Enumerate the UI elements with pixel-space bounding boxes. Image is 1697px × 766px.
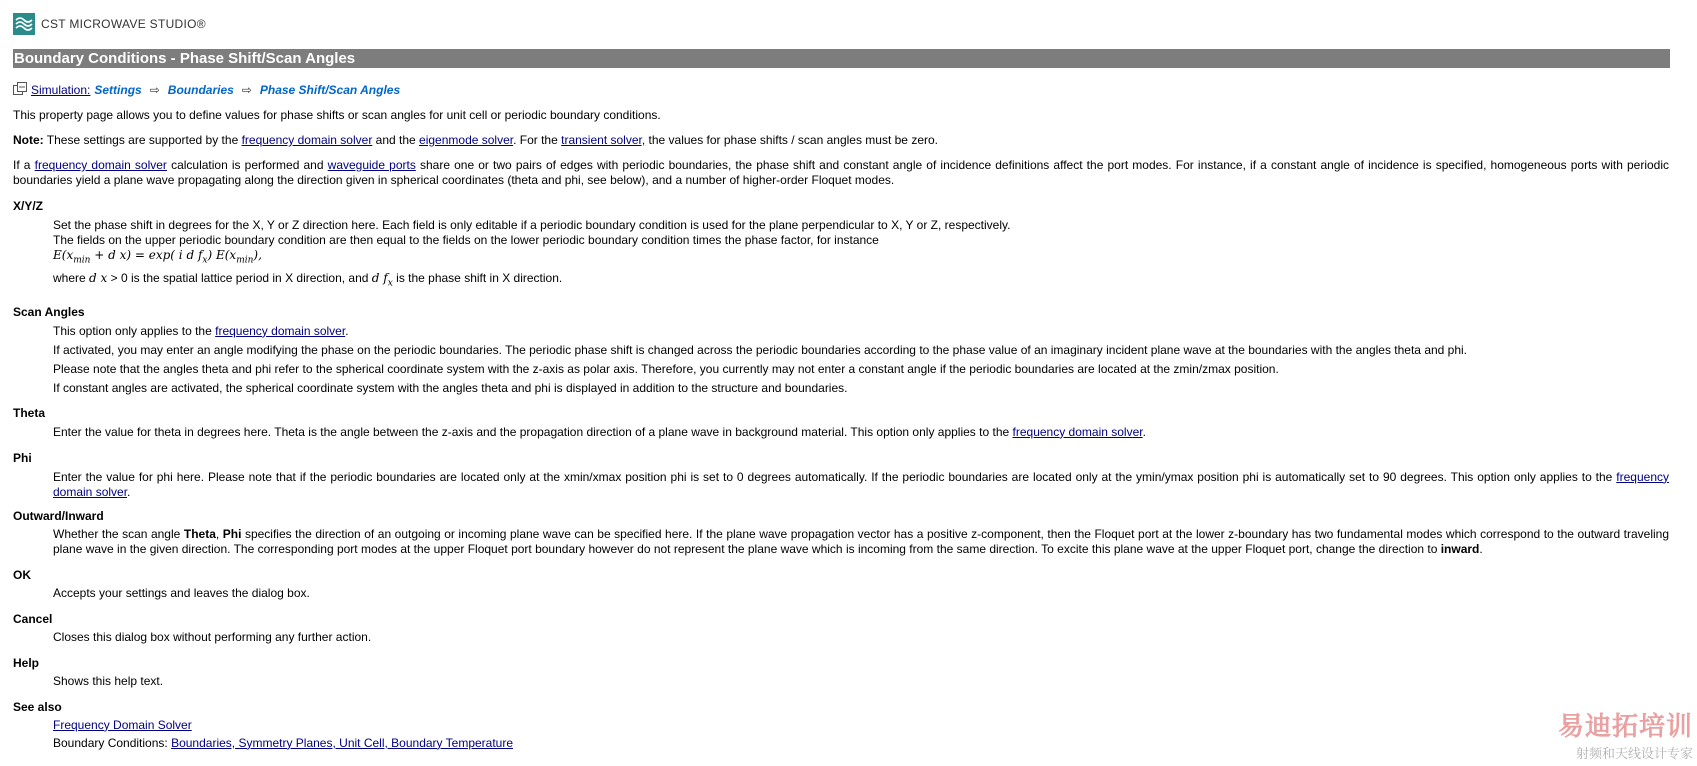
- note-text: . For the: [513, 133, 562, 147]
- see-also-item-2: [53, 736, 1669, 751]
- help-page: [13, 0, 1669, 751]
- transient-solver-link[interactable]: transient solver,: [561, 133, 646, 147]
- cst-logo-icon: [13, 13, 35, 35]
- waveguide-ports-link[interactable]: waveguide ports: [327, 158, 416, 172]
- xyz-text: is the phase shift in X direction.: [392, 271, 563, 286]
- note-paragraph: [13, 133, 1669, 148]
- breadcrumb-current[interactable]: Phase Shift/Scan Angles: [259, 83, 401, 97]
- floquet-paragraph: [13, 158, 1669, 188]
- section-see-also-title: See also: [13, 699, 62, 714]
- xyz-text: where: [53, 271, 90, 286]
- formula-sub: min: [73, 255, 91, 266]
- formula-part: E(x: [53, 248, 74, 262]
- frequency-domain-solver-link[interactable]: frequency domain solver: [34, 158, 167, 172]
- frequency-domain-solver-link[interactable]: frequency domain solver: [1012, 424, 1143, 439]
- phi-desc: .: [127, 484, 131, 499]
- watermark: [1558, 706, 1693, 762]
- phi-desc: Enter the value for phi here. Please note that if the periodic boundaries are located only at the xmin/xmax position phi is set to 0 degrees automatically. If the periodic boundaries are located only at the ymin/ymax position phi is automatically set to 90 degrees. This option only applies to the: [53, 469, 1617, 484]
- section-ok-title: OK: [13, 567, 31, 582]
- see-also-item-1: [53, 718, 1669, 733]
- eigenmode-solver-link[interactable]: eigenmode solver: [419, 133, 514, 147]
- inward-keyword: inward: [1440, 541, 1480, 556]
- section-xyz-title: X/Y/Z: [13, 199, 44, 213]
- see-also-prefix: Boundary Conditions:: [53, 735, 172, 750]
- breadcrumb-simulation-link[interactable]: Simulation:: [31, 83, 91, 97]
- breadcrumb-settings-link[interactable]: Settings: [94, 83, 142, 97]
- xyz-line2: The fields on the upper periodic boundary condition are then equal to the fields on the lower periodic boundary condition times the phase factor, for instance: [53, 233, 879, 247]
- watermark-sub: 射频和天线设计专家: [1575, 747, 1693, 762]
- section-scan-angles-title: Scan Angles: [13, 304, 85, 319]
- section-theta-title: Theta: [13, 405, 46, 420]
- scan-text: This option only applies to the: [53, 323, 216, 338]
- frequency-domain-solver-link[interactable]: frequency domain solver: [215, 323, 346, 338]
- section-cancel-title: Cancel: [13, 611, 53, 626]
- cancel-text: Closes this dialog box without performing any further action.: [53, 629, 372, 644]
- phi-keyword: Phi: [222, 526, 242, 541]
- note-text: These settings are supported by the: [43, 133, 242, 147]
- scan-line4: If constant angles are activated, the spherical coordinate system with the angles theta and phi is displayed in addition to the structure and boundaries.: [53, 380, 848, 395]
- outward-desc: .: [1479, 541, 1483, 556]
- section-phi-title: Phi: [13, 450, 32, 465]
- para-text: calculation is performed and: [166, 158, 328, 172]
- phi-text: [53, 470, 1669, 500]
- xyz-text: > 0 is the spatial lattice period in X direction, and: [107, 271, 372, 286]
- brand-header: [13, 0, 1669, 44]
- scan-line2: If activated, you may enter an angle modifying the phase on the periodic boundaries. The periodic phase shift is changed across the periodic boundaries according to the phase value of an imaginary incident plane wave at the boundaries with the angles theta and phi.: [53, 342, 1468, 357]
- xyz-line4: [53, 271, 1669, 291]
- formula-part: ) E(x: [207, 248, 237, 262]
- ok-text: Accepts your settings and leaves the dialog box.: [53, 585, 310, 600]
- frequency-domain-solver-link[interactable]: Frequency Domain Solver: [53, 717, 192, 732]
- formula-sub: min: [236, 255, 254, 266]
- help-text: Shows this help text.: [53, 673, 164, 688]
- scan-text: .: [345, 323, 349, 338]
- section-outward-inward-title: Outward/Inward: [13, 508, 104, 523]
- page-title: Boundary Conditions - Phase Shift/Scan Angles: [13, 49, 1670, 68]
- outward-desc: specifies the direction of an outgoing or incoming plane wave can be specified here. If the plane wave propagation vector has a positive z-component, then the Floquet port at the lower z-boundary has two fundamental modes which correspond to the outward traveling plane wave in the given direction. The corresponding port modes at the upper Floquet port boundary however do not represent the plane wave which is incoming from the same direction. To excite this plane wave at the upper Floquet port, change the direction to: [53, 526, 1670, 556]
- note-text: and the: [372, 133, 420, 147]
- theta-text: [53, 425, 1669, 440]
- formula-part: d f: [371, 271, 388, 286]
- formula-sub: x: [387, 278, 393, 289]
- para-text: If a: [13, 158, 35, 172]
- xyz-line1: Set the phase shift in degrees for the X, Y or Z direction here. Each field is only editable if a periodic boundary condition is used for the plane perpendicular to X, Y or Z, respectively.: [53, 218, 1011, 232]
- outward-desc: Whether the scan angle: [53, 526, 184, 541]
- phase-formula: [53, 248, 1669, 268]
- scan-line3: Please note that the angles theta and phi refer to the spherical coordinate system with the z-axis as polar axis. Therefore, you currently may not enter a constant angle if the periodic boundaries are located at the zmin/zmax position.: [53, 361, 1279, 376]
- arrow-right-icon: ⇨: [149, 83, 160, 97]
- note-label: Note:: [13, 133, 44, 147]
- boundary-conditions-links[interactable]: Boundaries, Symmetry Planes, Unit Cell, Boundary Temperature: [171, 735, 514, 750]
- formula-sub: x: [202, 255, 208, 266]
- theta-desc: .: [1142, 424, 1146, 439]
- breadcrumb: [13, 82, 1669, 98]
- frequency-domain-solver-link[interactable]: frequency domain solver: [53, 469, 1669, 499]
- outward-desc: ,: [215, 526, 223, 541]
- watermark-main: 易迪拓培训: [1557, 712, 1693, 742]
- breadcrumb-boundaries-link[interactable]: Boundaries: [167, 83, 234, 97]
- section-help-title: Help: [13, 655, 40, 670]
- scan-line1: [53, 324, 1669, 339]
- intro-text: This property page allows you to define values for phase shifts or scan angles for unit cell or periodic boundary conditions.: [13, 108, 661, 122]
- topic-icon: [13, 82, 27, 98]
- formula-part: d x: [89, 271, 108, 286]
- theta-desc: Enter the value for theta in degrees here. Theta is the angle between the z-axis and the propagation direction of a plane wave in background material. This option only applies to the: [53, 424, 1013, 439]
- theta-keyword: Theta: [183, 526, 216, 541]
- frequency-domain-solver-link[interactable]: frequency domain solver: [241, 133, 373, 147]
- arrow-right-icon: ⇨: [241, 83, 252, 97]
- outward-text: [53, 527, 1669, 557]
- para-text: share one or two pairs of edges with periodic boundaries, the phase shift and constant angle of incidence definitions affect the port modes. For instance, if a constant angle of incidence is specified, homogeneous ports with periodic boundaries yield a plane wave propagating along the direction given in spherical coordinates (theta and phi, see below), and a number of higher-order Floquet modes.: [13, 158, 1670, 187]
- formula-part: ),: [253, 248, 262, 262]
- note-text: the values for phase shifts / scan angles must be zero.: [645, 133, 938, 147]
- formula-part: + d x) = exp( i d f: [90, 248, 203, 262]
- brand-name: CST MICROWAVE STUDIO®: [41, 17, 206, 31]
